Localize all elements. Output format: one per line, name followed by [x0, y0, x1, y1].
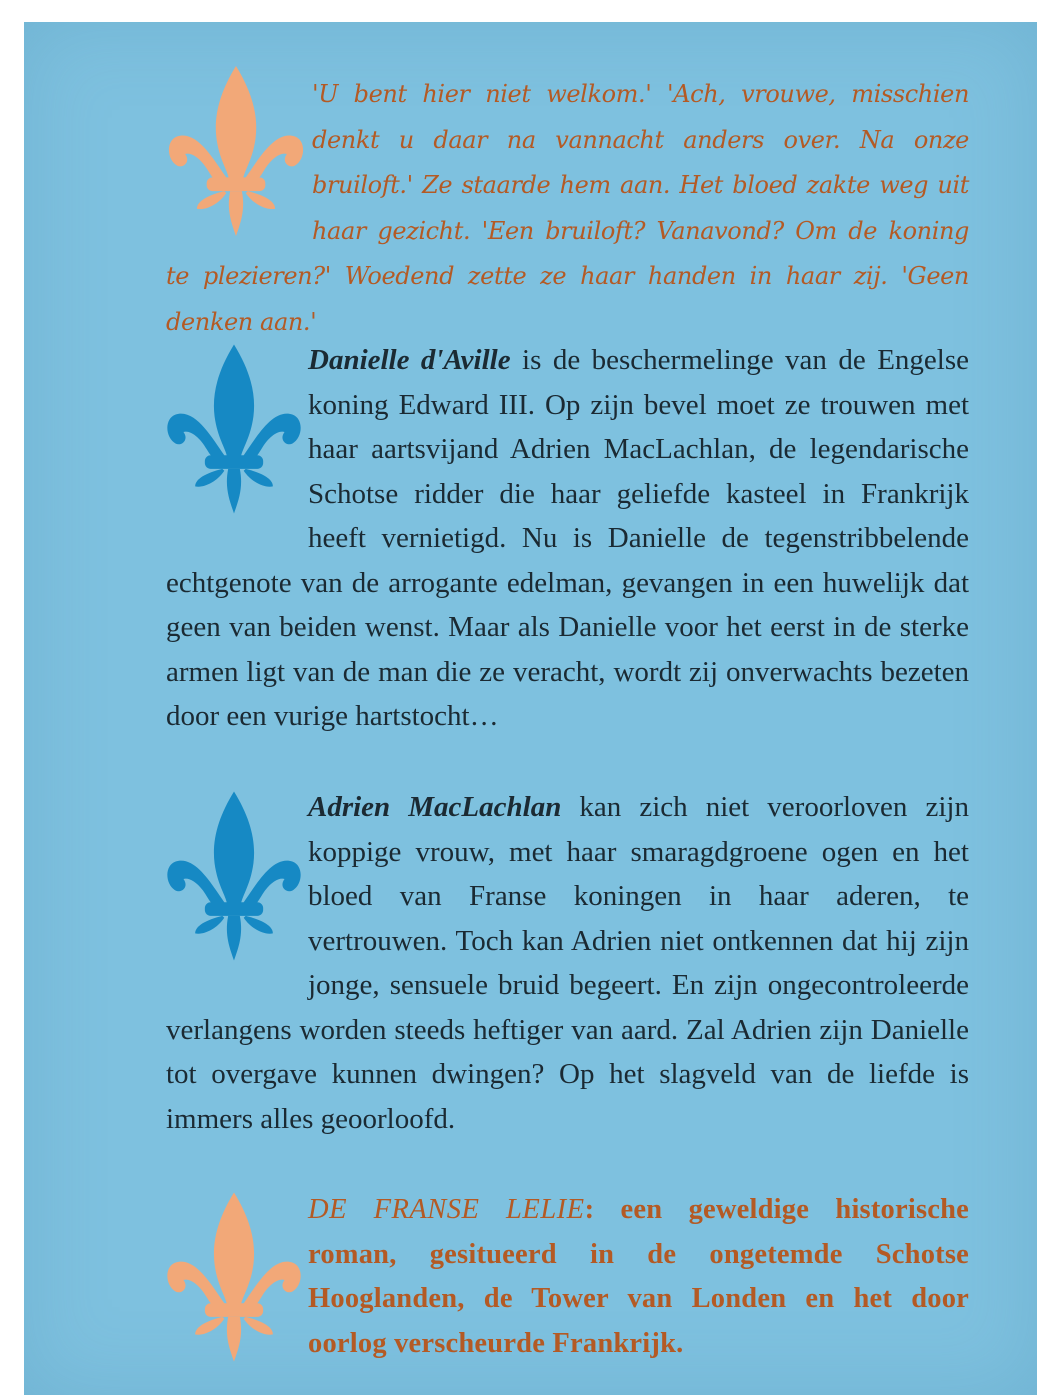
- fleur-de-lis-icon: [166, 789, 302, 965]
- summary-description: : een geweldige historische roman, gesitueerd in de ongetemde Schotse Hooglanden, de Tower van Londen en het door oorlog verscheurde Frankrijk.: [308, 1194, 969, 1359]
- fleur-de-lis-icon: [166, 342, 302, 518]
- quote-block: [166, 72, 969, 345]
- danielle-paragraph: [166, 338, 969, 739]
- danielle-name: Danielle d'Aville: [308, 344, 511, 376]
- adrien-name: Adrien MacLachlan: [308, 791, 562, 823]
- quote-text: 'U bent hier niet welkom.' 'Ach, vrouwe, misschien denkt u daar na vannacht anders over. Na onze bruiloft.' Ze staarde hem aan. Het bloed zakte weg uit haar gezicht. 'Een bruiloft? Vanavond? Om de koning te plezieren?' Woedend zette ze haar handen in haar zij. 'Geen denken aan.': [166, 80, 969, 336]
- danielle-description: is de beschermelinge van de Engelse koning Edward III. Op zijn bevel moet ze trouwen met haar aartsvijand Adrien MacLachlan, de legendarische Schotse ridder die haar geliefde kasteel in Frankrijk heeft vernietigd. Nu is Danielle de tegenstribbelende echtgenote van de arrogante edelman, gevangen in een huwelijk dat geen van beiden wenst. Maar als Danielle voor het eerst in de sterke armen ligt van de man die ze veracht, wordt zij onverwachts bezeten door een vurige hartstocht…: [166, 344, 969, 732]
- adrien-description: kan zich niet veroorloven zijn koppige vrouw, met haar smaragdgroene ogen en het bloed van Franse koningen in haar aderen, te vertrouwen. Toch kan Adrien niet ontkennen dat hij zijn jonge, sensuele bruid begeert. En zijn ongecontroleerde verlangens worden steeds heftiger van aard. Zal Adrien zijn Danielle tot overgave kunnen dwingen? Op het slagveld van de liefde is immers alles geoorloofd.: [166, 791, 969, 1135]
- fleur-de-lis-icon: [166, 64, 306, 240]
- fleur-de-lis-icon: [166, 1190, 302, 1366]
- summary-block: [166, 1188, 969, 1366]
- adrien-paragraph: [166, 785, 969, 1141]
- book-title: DE FRANSE LELIE: [308, 1194, 585, 1225]
